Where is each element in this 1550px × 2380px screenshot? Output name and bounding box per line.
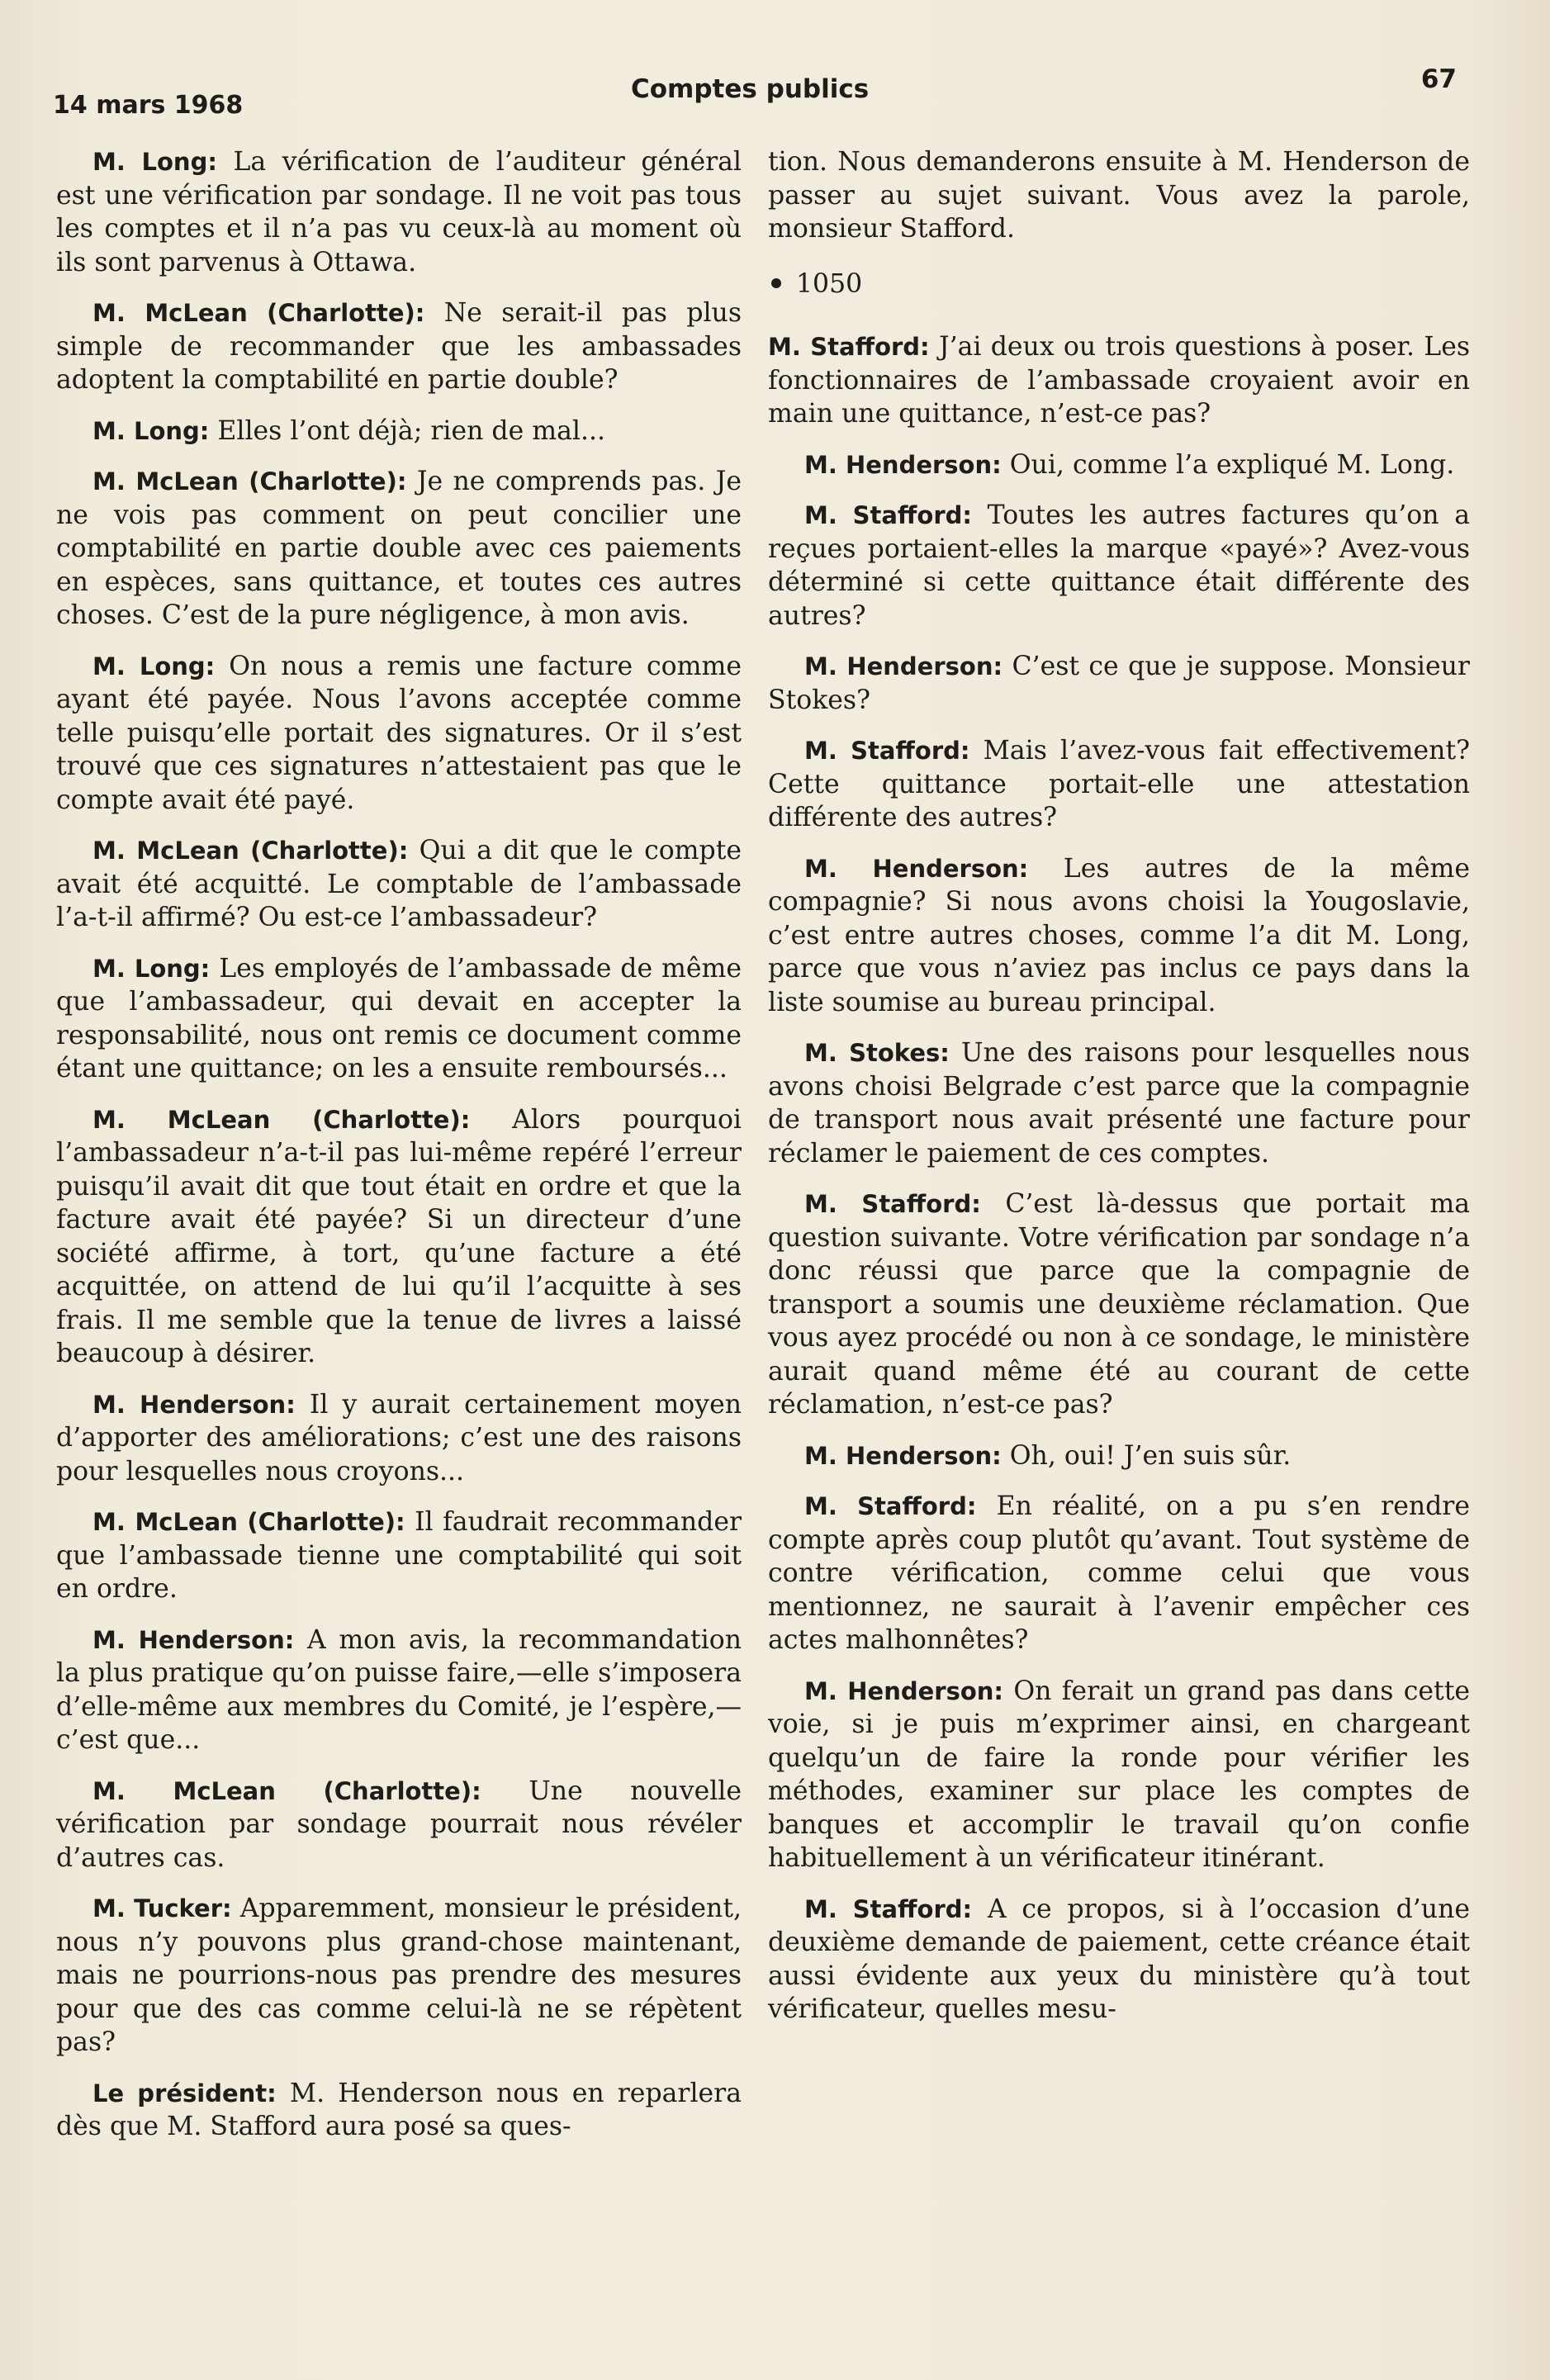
speech-text: Une des raisons pour lesquelles nous avons choisi Belgrade c’est parce que la compagnie de transport nous avait présenté une facture pour réclamer le paiement de ces comptes. [768,1038,1471,1169]
speech-text: Mais l’avez-vous fait effectivement? Cette quittance portait-elle une attestation différente des autres? [768,736,1470,832]
speech-text: Les employés de l’ambassade de même que l’ambassadeur, qui devait en accepter la responsabilité, nous ont remis ce document comme étant une quittance; on les a ensuite remboursés... [56,953,742,1083]
speech-paragraph [56,465,742,633]
speech-text: Qui a dit que le compte avait été acquitté. Le comptable de l’ambassade l’a-t-il affirmé? Ou est-ce l’ambassadeur? [56,836,742,932]
page-header [53,64,1457,122]
speaker-name: Le président: [92,2079,277,2107]
speaker-name: M. Stafford: [804,1492,977,1520]
speaker-name: M. Henderson: [804,1676,1004,1705]
speech-text: Les autres de la même compagnie? Si nous avons choisi la Yougoslavie, c’est entre autres choses, comme l’a dit M. Long, parce que vous n’aviez pas inclus ce pays dans la liste soumise au bureau principal. [768,853,1470,1017]
speech-paragraph [768,1188,1470,1422]
speaker-name: M. Henderson: [92,1390,296,1419]
header-title: Comptes publics [631,74,870,104]
speech-paragraph [768,852,1470,1020]
left-column [56,145,742,2161]
speaker-name: M. McLean (Charlotte): [92,299,425,327]
speech-paragraph [56,1624,742,1757]
speaker-name: M. Henderson: [804,854,1029,883]
speaker-name: M. Henderson: [804,450,1002,479]
speech-text: Oh, oui! J’en suis sûr. [1009,1440,1292,1471]
speech-text: La vérification de l’auditeur général est une vérification par sondage. Il ne voit pas tous les comptes et il n’a pas vu ceux-là au moment où ils sont parvenus à Ottawa. [56,147,742,277]
speech-paragraph [768,1036,1470,1170]
speech-text: Apparemment, monsieur le président, nous n’y pouvons plus grand-chose maintenant, mais ne pourrions-nous pas prendre des mesures pour que des cas comme celui-là ne se répètent pas? [56,1894,742,2057]
speaker-name: M. McLean (Charlotte): [92,1508,405,1536]
speech-text: C’est ce que je suppose. Monsieur Stokes? [768,652,1470,715]
time-marker [768,268,1470,301]
speaker-name: M. McLean (Charlotte): [92,467,407,495]
speech-paragraph [56,1103,742,1371]
page-number: 67 [1420,64,1457,94]
speaker-name: M. Long: [92,954,211,983]
right-column [768,145,1470,2044]
speech-paragraph [768,330,1470,431]
speech-paragraph [56,1388,742,1489]
speech-text: A ce propos, si à l’occasion d’une deuxième demande de paiement, cette créance était aussi évidente aux yeux du ministère qu’à tout vérificateur, quelles mesu- [768,1894,1471,2024]
speech-paragraph [768,1490,1470,1657]
speaker-name: M. McLean (Charlotte): [92,1105,471,1134]
speaker-name: M. Stafford: [768,333,930,361]
speaker-name: M. Stafford: [804,1190,981,1218]
speech-text: J’ai deux ou trois questions à poser. Les fonctionnaires de l’ambassade croyaient avoir en main une quittance, n’est-ce pas? [768,332,1470,429]
speech-text: C’est là-dessus que portait ma question suivante. Votre vérification par sondage n’a donc réussi que parce que la compagnie de transport a soumis une deuxième réclamation. Que vous ayez procédé ou non à ce sondage, le ministère aurait quand même été au courant de cette réclamation, n’est-ce pas? [768,1189,1470,1420]
speech-paragraph [56,952,742,1086]
speech-paragraph [768,1893,1470,2027]
speech-paragraph [768,650,1470,717]
speech-text: Alors pourquoi l’ambassadeur n’a-t-il pas lui-même repéré l’erreur puisqu’il avait dit que tout était en ordre et que la facture avait été payée? Si un directeur d’une société affirme, à tort, qu’une facture a été acquittée, on attend de lui qu’il l’acquitte à ses frais. Il me semble que la tenue de livres a laissé beaucoup à désirer. [56,1104,742,1368]
speaker-name: M. Tucker: [92,1894,232,1922]
speaker-name: M. Long: [92,652,216,680]
speech-paragraph [56,834,742,935]
speech-paragraph [56,2077,742,2144]
speech-text: On ferait un grand pas dans cette voie, si je puis m’exprimer ainsi, en chargeant quelqu’un de faire la ronde pour vérifier les méthodes, examiner sur place les comptes de banques et accomplir le travail qu’on confie habituellement à un vérificateur itinérant. [768,1676,1470,1873]
speech-text: Elles l’ont déjà; rien de mal... [217,415,605,446]
speech-text: Ne serait-il pas plus simple de recommander que les ambassades adoptent la comptabilité en partie double? [56,298,742,395]
speech-paragraph [768,448,1470,482]
speaker-name: M. Henderson: [804,1441,1002,1470]
speech-text: En réalité, on a pu s’en rendre compte après coup plutôt qu’avant. Tout système de contre vérification, comme celui que vous mentionnez, ne saurait à l’avenir empêcher ces actes malhonnêtes? [768,1491,1470,1655]
speech-paragraph [56,1505,742,1606]
bullet-icon [771,278,781,288]
speech-paragraph [56,296,742,397]
speech-paragraph [56,1775,742,1875]
speaker-name: M. Stokes: [804,1039,950,1067]
speech-paragraph [768,1675,1470,1875]
speaker-name: M. Stafford: [804,737,970,765]
speech-text: Oui, comme l’a expliqué M. Long. [1009,449,1455,480]
speaker-name: M. Henderson: [804,652,1003,680]
continued-paragraph: tion. Nous demanderons ensuite à M. Henderson de passer au sujet suivant. Vous avez la parole, monsieur Stafford. [768,147,1470,244]
speaker-name: M. McLean (Charlotte): [92,1776,481,1805]
speech-text: Toutes les autres factures qu’on a reçues portaient-elles la marque «payé»? Avez-vous déterminé si cette quittance était différente des autres? [768,500,1470,631]
speaker-name: M. McLean (Charlotte): [92,837,409,865]
speaker-name: M. Henderson: [92,1625,295,1654]
speech-paragraph [56,650,742,818]
speech-text: M. Henderson nous en reparlera dès que M. Stafford aura posé sa ques- [56,2078,742,2141]
right-column-paragraphs [768,330,1470,2027]
speaker-name: M. Stafford: [804,1894,973,1923]
speech-paragraph [768,499,1470,633]
speaker-name: M. Long: [92,416,210,445]
speech-text: Il y aurait certainement moyen d’apporter des améliorations; c’est une des raisons pour lesquelles nous croyons... [56,1389,742,1486]
speech-paragraph [56,415,742,448]
header-date: 14 mars 1968 [53,91,244,120]
speech-paragraph [768,1439,1470,1473]
time-marker-label: 1050 [796,268,863,299]
speech-paragraph [56,145,742,279]
speech-paragraph [768,734,1470,835]
speech-text: Je ne comprends pas. Je ne vois pas comment on peut concilier une comptabilité en partie double avec ces paiements en espèces, sans quittance, et toutes ces autres choses. C’est de la pure négligence, à mon avis. [56,467,742,630]
speech-text: A mon avis, la recommandation la plus pratique qu’on puisse faire,—elle s’imposera d’elle-même aux membres du Comité, je l’espère,—c’est que... [56,1624,742,1755]
speech-text: Il faudrait recommander que l’ambassade tienne une comptabilité qui soit en ordre. [56,1507,742,1604]
speech-text: On nous a remis une facture comme ayant été payée. Nous l’avons acceptée comme telle puisqu’elle portait des signatures. Or il s’est trouvé que ces signatures n’attestaient pas que le compte avait été payé. [56,651,742,815]
speaker-name: M. Long: [92,148,217,176]
speech-text: Une nouvelle vérification par sondage pourrait nous révéler d’autres cas. [56,1776,742,1873]
speech-paragraph [56,1892,742,2060]
speaker-name: M. Stafford: [804,501,972,529]
